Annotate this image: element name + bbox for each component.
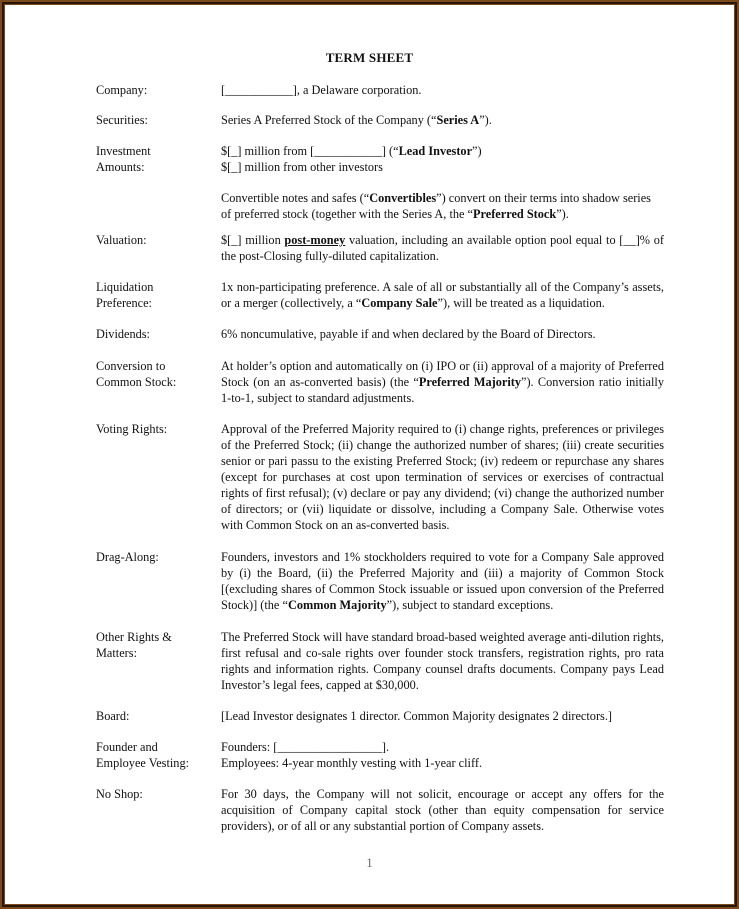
term-label: Securities: [96, 113, 148, 127]
term-label: Conversion to Common Stock: [96, 359, 177, 389]
page-number: 1 [366, 856, 373, 870]
term-label: No Shop: [96, 787, 143, 801]
term-content: $[_] million from [___________] (“Lead Investor”) $[_] million from other investors Convertible notes and safes (“Convertibles”) convert on their terms into shadow series of preferred stock (together with the Series A, the “Preferred Stock”). [221, 144, 651, 221]
defined-term: Lead Investor [398, 144, 473, 158]
document-title: TERM SHEET [325, 50, 414, 65]
term-content: At holder’s option and automatically on (i) IPO or (ii) approval of a majority of Preferred Stock (on an as-converted basis) (the “Preferred Majority”). Conversion ratio initially 1-to-1, subject to standard adjustments. [221, 359, 664, 405]
defined-term: Preferred Majority [418, 375, 521, 389]
term-label: Other Rights & Matters: [96, 630, 172, 660]
term-label: Board: [96, 709, 130, 723]
defined-term: Preferred Stock [473, 207, 557, 221]
term-label: Liquidation Preference: [96, 280, 154, 310]
term-label: Valuation: [96, 233, 147, 247]
term-content: Founders: [_________________]. Employees: 4-year monthly vesting with 1-year cliff. [221, 740, 483, 770]
term-content: Series A Preferred Stock of the Company (“Series A”). [221, 113, 492, 127]
term-content: [Lead Investor designates 1 director. Common Majority designates 2 directors.] [221, 709, 613, 723]
term-content: Founders, investors and 1% stockholders required to vote for a Company Sale approved by (i) the Board, (ii) the Preferred Majority and (iii) a majority of Common Stock [(excluding shares of Common Stock issuable or issued upon conversion of the Preferred Stock)] (the “Common Majority”), subject to standard exceptions. [221, 550, 664, 612]
defined-term: Common Majority [287, 598, 387, 612]
term-content: $[_] million post-money valuation, including an available option pool equal to [__]% of the post-Closing fully-diluted capitalization. [221, 233, 664, 263]
frame-mid-border [4, 4, 735, 905]
term-content: The Preferred Stock will have standard broad-based weighted average anti-dilution rights, first refusal and co-sale rights over founder stock transfers, registration rights, pro rata rights and information rights. Company counsel drafts documents. Company pays Lead Investor’s legal fees, capped at $30,000. [221, 630, 664, 692]
defined-term-underlined: post-money [284, 233, 346, 247]
term-content: For 30 days, the Company will not solicit, encourage or accept any offers for the acquisition of Company capital stock (other than equity compensation for service providers), or of all or any substantial portion of Company assets. [221, 787, 664, 833]
term-label: Voting Rights: [96, 422, 168, 436]
defined-term: Convertibles [369, 191, 437, 205]
term-content: Approval of the Preferred Majority required to (i) change rights, preferences or privileges of the Preferred Stock; (ii) change the authorized number of shares; (iii) create securities senior or pari passu to the existing Preferred Stock; (iv) redeem or repurchase any shares (except for purchases at cost upon termination of services or exercises of contractual rights of first refusal); (v) declare or pay any dividend; (vi) change the authorized number of directors; or (vii) liquidate or dissolve, including a Company Sale. Otherwise votes with Common Stock on an as-converted basis. [221, 422, 664, 532]
defined-term: Series A [436, 113, 480, 127]
term-label: Drag-Along: [96, 550, 159, 564]
document-page [5, 5, 734, 904]
term-content: 6% noncumulative, payable if and when declared by the Board of Directors. [221, 327, 596, 341]
term-label: Company: [96, 83, 148, 97]
term-label: Dividends: [96, 327, 150, 341]
term-content: [___________], a Delaware corporation. [221, 83, 422, 97]
defined-term: Company Sale [361, 296, 438, 310]
term-content: 1x non-participating preference. A sale of all or substantially all of the Company’s assets, or a merger (collectively, a “Company Sale”), will be treated as a liquidation. [221, 280, 664, 310]
term-label: Founder and Employee Vesting: [96, 740, 190, 770]
term-label: Investment Amounts: [96, 144, 151, 174]
frame-inner-border [2, 2, 737, 907]
